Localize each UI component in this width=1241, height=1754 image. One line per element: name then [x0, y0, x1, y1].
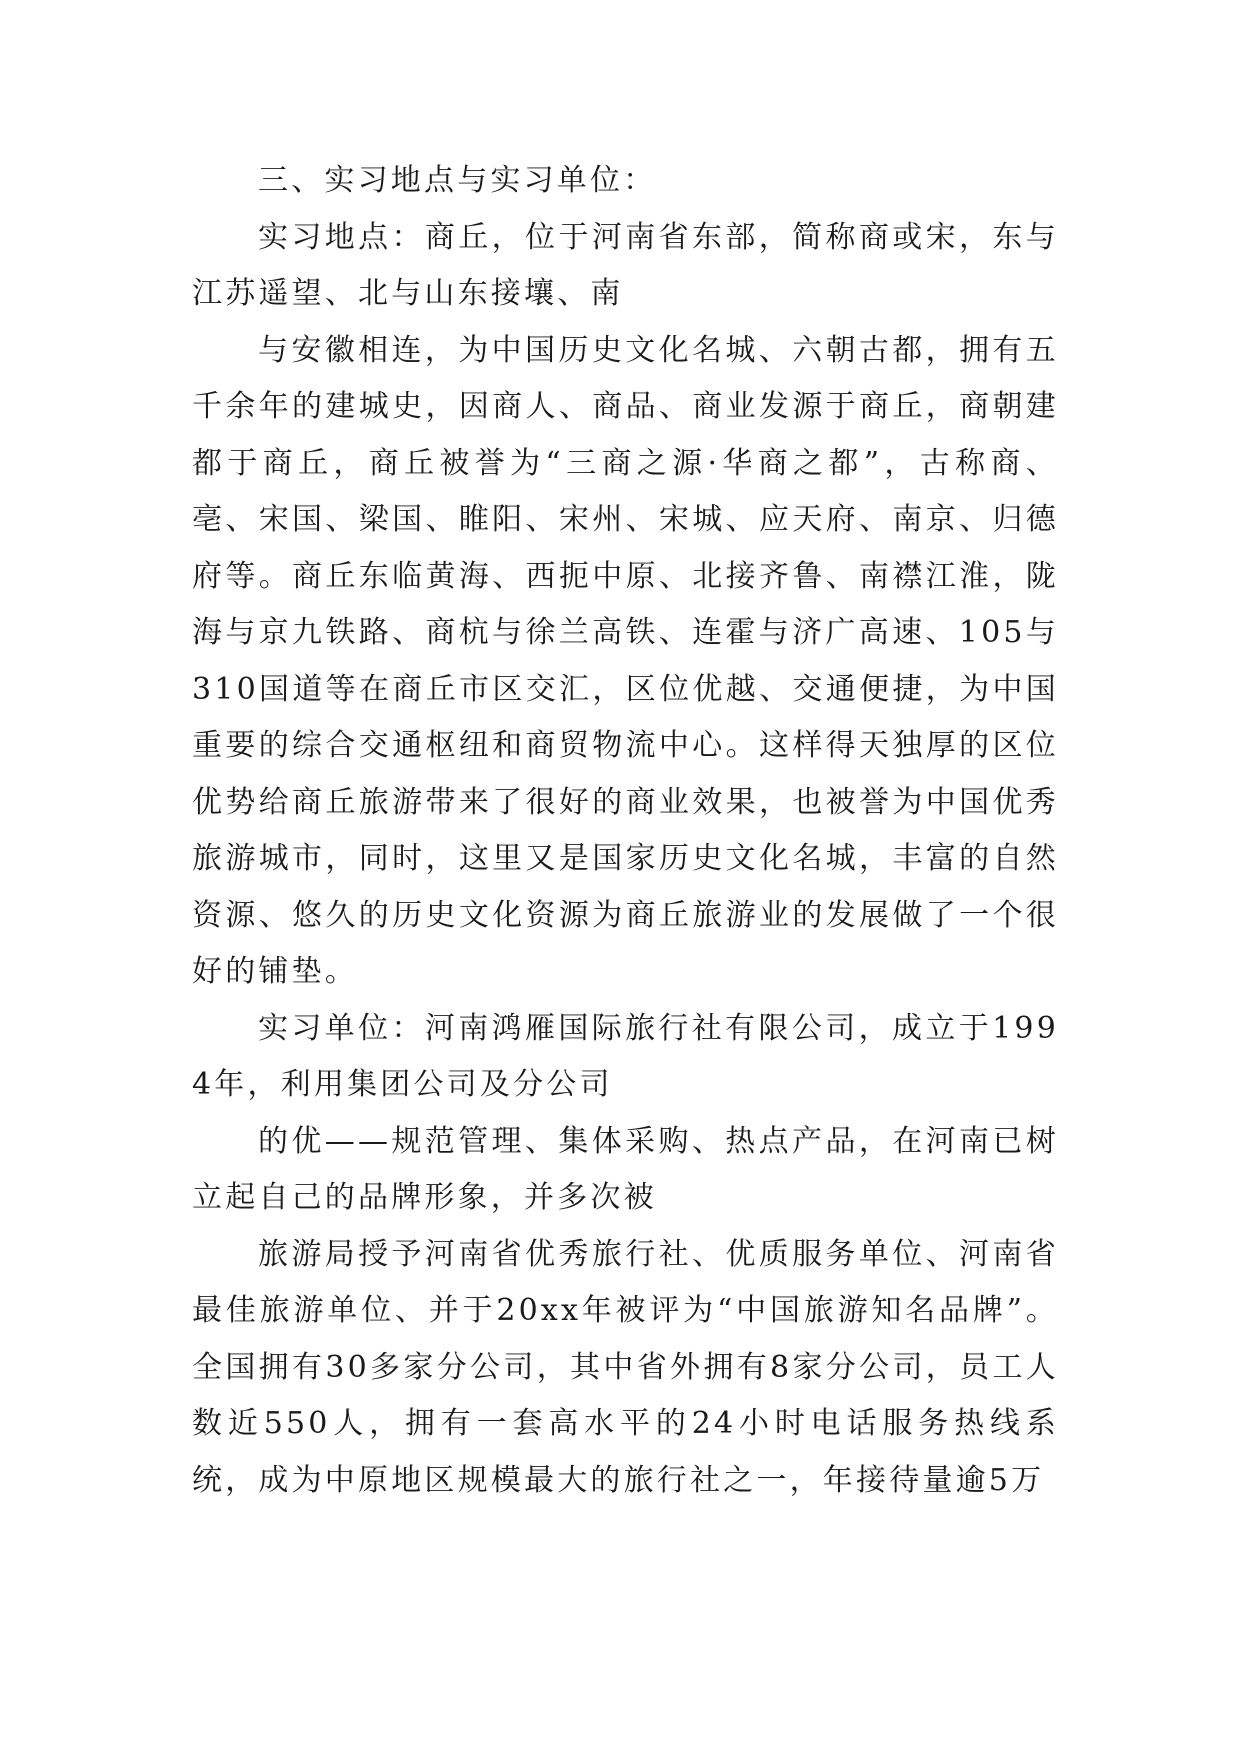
- paragraph-unit: 实习单位：河南鸿雁国际旅行社有限公司，成立于1994年，利用集团公司及分公司: [192, 1010, 1059, 1102]
- section-heading: 三、实习地点与实习单位：: [258, 163, 657, 198]
- document-body: [192, 153, 1059, 1509]
- paragraph-location-detail: 与安徽相连，为中国历史文化名城、六朝古都，拥有五千余年的建城史，因商人、商品、商业发源于商丘，商朝建都于商丘，商丘被誉为“三商之源·华商之都”，古称商、亳、宋国、梁国、睢阳、宋州、宋城、应天府、南京、归德府等。商丘东临黄海、西扼中原、北接齐鲁、南襟江淮，陇海与京九铁路、商杭与徐兰高铁、连霍与济广高速、105与310国道等在商丘市区交汇，区位优越、交通便捷，为中国重要的综合交通枢纽和商贸物流中心。这样得天独厚的区位优势给商丘旅游带来了很好的商业效果，也被誉为中国优秀旅游城市，同时，这里又是国家历史文化名城，丰富的自然资源、悠久的历史文化资源为商丘旅游业的发展做了一个很好的铺垫。: [192, 332, 1059, 989]
- paragraph-location: 实习地点：商丘，位于河南省东部，简称商或宋，东与江苏遥望、北与山东接壤、南: [192, 219, 1059, 311]
- paragraph-unit-honors: 旅游局授予河南省优秀旅行社、优质服务单位、河南省最佳旅游单位、并于20xx年被评为“中国旅游知名品牌”。全国拥有30多家分公司，其中省外拥有8家分公司，员工人数近550人，拥有一套高水平的24小时电话服务热线系统，成为中原地区规模最大的旅行社之一，年接待量逾5万: [192, 1236, 1059, 1498]
- paragraph-unit-advantages: 的优——规范管理、集体采购、热点产品，在河南已树立起自己的品牌形象，并多次被: [192, 1123, 1059, 1215]
